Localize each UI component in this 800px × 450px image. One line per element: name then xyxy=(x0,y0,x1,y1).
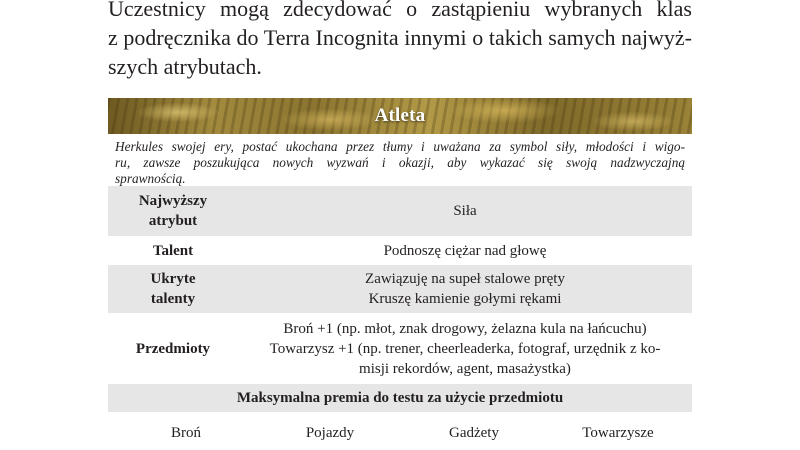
value-line: misji rekordów, agent, masażystka) xyxy=(359,360,571,377)
row-value-attribute: Siła xyxy=(238,186,692,236)
description-line: Herkules swojej ery, postać ukochana przez tłumy i uważana za symbol siły, młodości i wigo- xyxy=(115,139,685,154)
category-vehicles: Pojazdy xyxy=(305,425,355,441)
value-line: Towarzysz +1 (np. trener, cheerleaderka, fotograf, urzędnik z ko- xyxy=(269,340,661,357)
table-row-max-bonus-header xyxy=(108,384,692,412)
row-label-items: Przedmioty xyxy=(135,340,211,357)
row-value-hidden-talents xyxy=(238,265,692,313)
table-row-hidden-talents xyxy=(108,265,692,313)
row-label-hidden-talents xyxy=(108,265,238,313)
description-line: ru, zawsze poszukująca nowych wyzwań i okazji, aby wykazać się swoją nadzwyczajną xyxy=(115,155,685,170)
intro-paragraph xyxy=(108,0,692,81)
category-gadgets: Gadżety xyxy=(449,425,499,441)
category-weapons: Broń xyxy=(171,425,201,441)
category-companions: Towarzysze xyxy=(582,425,654,441)
class-attributes-table xyxy=(108,186,692,412)
table-row-items xyxy=(108,313,692,384)
row-label-talent: Talent xyxy=(152,242,194,259)
table-row-talent xyxy=(108,236,692,265)
label-line: atrybut xyxy=(148,213,198,229)
label-line: Ukryte xyxy=(150,271,196,287)
row-value-items xyxy=(238,313,692,384)
label-line: Najwyższy xyxy=(138,193,208,209)
intro-line: Uczestnicy mogą zdecydować o zastąpieniu wybranych klas xyxy=(108,0,692,21)
max-bonus-header: Maksymalna premia do testu za użycie przedmiotu xyxy=(108,384,692,412)
value-line: Kruszę kamienie gołymi rękami xyxy=(368,291,562,307)
description-line: sprawnością. xyxy=(115,171,186,186)
class-title: Atleta xyxy=(374,105,426,126)
intro-line: z podręcznika do Terra Incognita innymi o takich samych najwyż- xyxy=(108,25,692,50)
value-line: Broń +1 (np. młot, znak drogowy, żelazna kula na łańcuchu) xyxy=(283,320,647,337)
row-value-talent: Podnoszę ciężar nad głowę xyxy=(383,242,547,259)
table-row-attribute xyxy=(108,186,692,236)
label-line: talenty xyxy=(150,291,196,307)
class-card-atleta xyxy=(108,98,692,442)
value-line: Zawiązuję na supeł stalowe pręty xyxy=(365,271,565,287)
intro-line: szych atrybutach. xyxy=(108,54,262,79)
max-bonus-categories xyxy=(108,412,692,442)
row-label-attribute xyxy=(108,186,238,236)
class-description xyxy=(108,134,692,186)
class-banner xyxy=(108,98,692,134)
